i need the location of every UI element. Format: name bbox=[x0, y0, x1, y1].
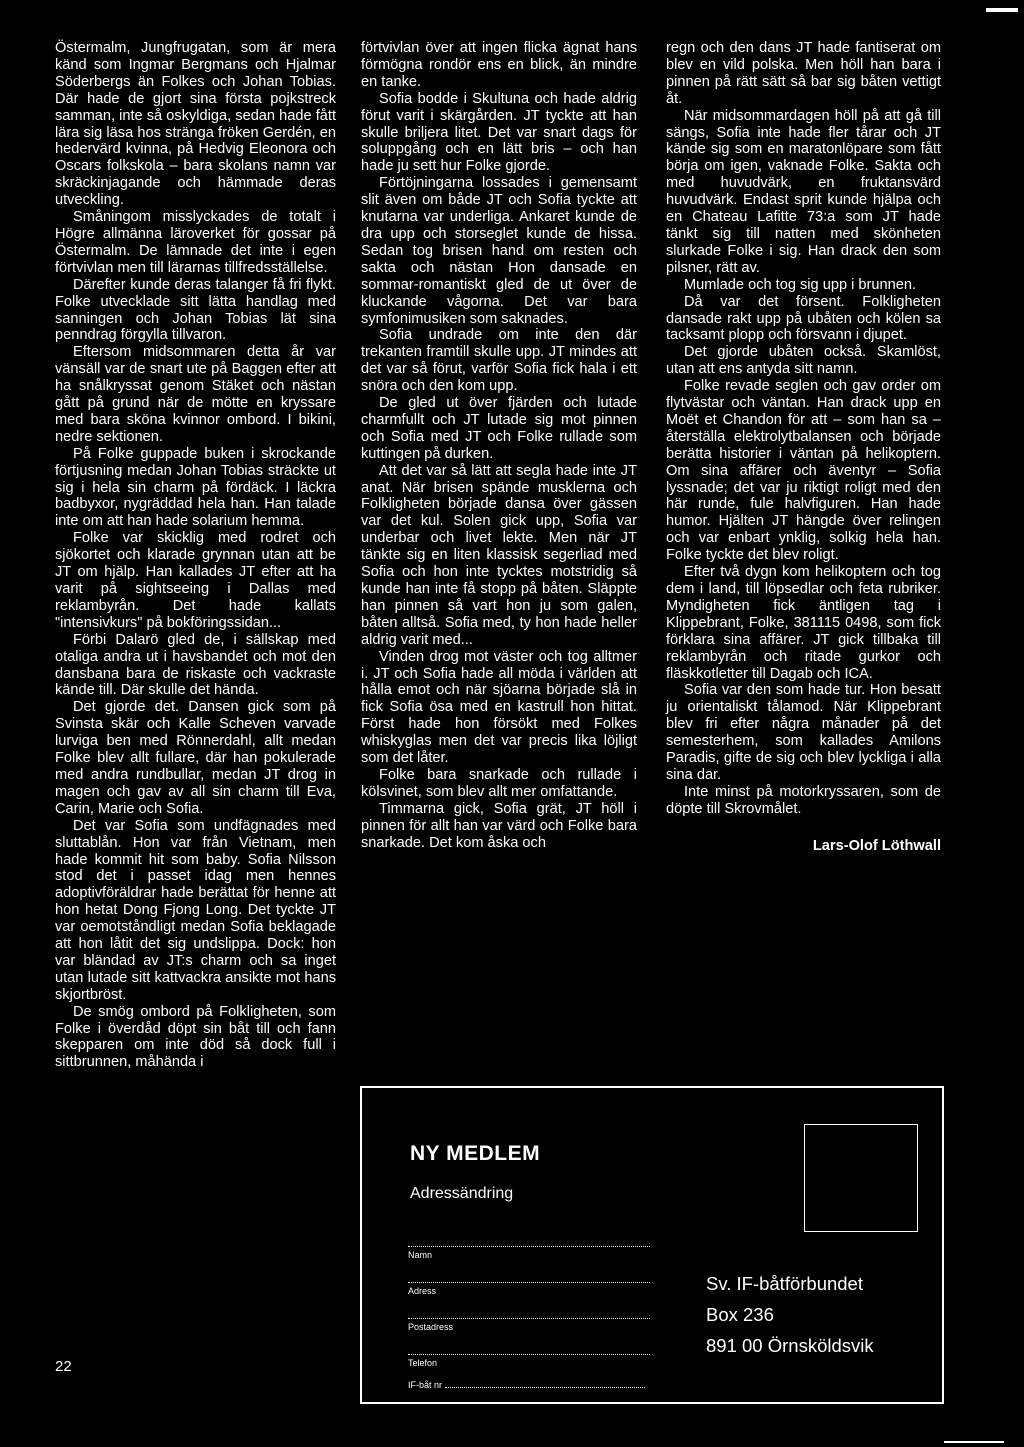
form-field-label: Telefon bbox=[408, 1358, 438, 1368]
article-paragraph: Småningom misslyckades de totalt i Högre allmänna läroverket för gossar på Östermalm. De lämnade det inte i egen förtvivlan men till lärarnas tillfredsställelse. bbox=[55, 209, 336, 276]
article-paragraph: Förbi Dalarö gled de, i sällskap med otaliga andra ut i havsbandet och mot den dansbana bara de riskaste och vackraste kände till. Där skulle det hända. bbox=[55, 631, 336, 699]
article-paragraph: Efter två dygn kom helikoptern och tog dem i land, till löpsedlar och feta rubriker. Myndigheten fick äntligen tag i Klippebrant, Folke, 381115 0498, som fick förklara sina affärer. JT gick tillbaka till reklambyrån och ritade gurkor och fläskkotletter till Dagab och ICA. bbox=[666, 564, 941, 682]
article-paragraph: De smög ombord på Folkligheten, som Folke i överdåd döpt sin båt till och fann skepparen om inte död så dock full i sittbrunnen, måhända i bbox=[55, 1003, 336, 1071]
bottom-crop-mark bbox=[944, 1441, 1004, 1443]
article-paragraph: Inte minst på motorkryssaren, som de döpte till Skrovmålet. bbox=[666, 783, 941, 817]
article-paragraph: Eftersom midsommaren detta år var vänsäll var de snart ute på Baggen efter att ha snålkryssat genom Stäket och nästan gått på grund när de mötte en kryssare med bara sköna kvinnor ombord. I bikini, nedre sektionen. bbox=[55, 344, 336, 445]
article-paragraph: Det var Sofia som undfägnades med sluttablån. Hon var från Vietnam, men hade kommit hit som baby. Sofia Nilsson stod det i passet idag men hennes adoptivföräldrar hade berättat för henne att hon hetat Dong Fjong Long. Det tyckte JT var oemotståndligt medan Sofia beklagade att hon låtit det sig undslippa. Dock: hon var bländad av JT:s charm och sa inget utan lutade sitt kattvackra ansikte mot hans skjortbröst. bbox=[55, 817, 336, 1003]
address-line: 891 00 Örnsköldsvik bbox=[706, 1335, 874, 1356]
article-paragraph: Det gjorde det. Dansen gick som på Svinsta skär och Kalle Scheven varvade lurviga ben med Rönnerdahl, allt medan Folke blev allt fullare, där han pokulerade med andra rundbullar, medan JT drog in magen och gav av all sin charm till Eva, Carin, Marie och Sofia. bbox=[55, 699, 336, 817]
article-column-1 bbox=[55, 40, 336, 1071]
article-paragraph: Folke bara snarkade och rullade i kölsvinet, som blev allt mer omfattande. bbox=[361, 766, 637, 800]
address-line: Sv. IF-båtförbundet bbox=[706, 1273, 863, 1294]
article-paragraph: När midsommardagen höll på att gå till sängs, Sofia inte hade fler tårar och JT kände sig som en maratonlöpare som fått börja om igen, vaknade Folke. Sakta och med huvudvärk, en fruktansvärd huvudvärk. Endast sprit kunde hjälpa och en Chateau Lafitte 73:a som JT hade tänkt sig till natten med skönheten slurkade Folke i sig. Han drack den som pilsner, rätt av. bbox=[666, 107, 941, 276]
article-paragraph: regn och den dans JT hade fantiserat om blev en vild polska. Men höll han bara i pinnen på rätt sätt så bar sig båten vettigt åt. bbox=[666, 40, 941, 107]
article-paragraph: Att det var så lätt att segla hade inte JT anat. När brisen spände musklerna och Folkligheten började dansa över gässen var det kul. Solen gick upp, Sofia var underbar och livet lekte. Men när JT tänkte sig en liten klassisk segerliad med Sofia och hon inte tycktes motstridig så kunde han inte få stopp på båten. Släppte han pinnen så vart hon ju som galen, båten alltså. Sofia med, ty hon hade heller aldrig varit med... bbox=[361, 462, 637, 648]
article-paragraph: Då var det försent. Folkligheten dansade rakt upp på ubåten och kölen sa tacksamt plopp och försvann i djupet. bbox=[666, 293, 941, 344]
author-byline: Lars-Olof Löthwall bbox=[812, 837, 941, 854]
article-paragraph: Vinden drog mot väster och tog alltmer i. JT och Sofia hade all möda i världen att hålla emot och när sjöarna började slå in fick Sofia ösa med en kastrull hon hittat. Först hade hon försökt med Folkes whiskyglas men det var precis lika löjligt som det låter. bbox=[361, 648, 637, 767]
article-paragraph: Folke revade seglen och gav order om flytvästar och väntan. Han drack upp en Moët et Chandon för att – som han sa – återställa elektrolytbalansen och började berätta historier i väntan på helikoptern. Om sina affärer och äventyr – Sofia lyssnade; det var ju riktigt roligt med den här runde, fule halvfiguren. Han hade humor. Hjälten JT hängde över relingen och var enbart ynklig, solkig hela han. Folke tyckte det blev roligt. bbox=[666, 378, 941, 564]
page-number: 22 bbox=[55, 1358, 72, 1375]
article-paragraph: De gled ut över fjärden och lutade charmfullt och JT lutade sig mot pinnen och Sofia med JT och Folke rullade som kuttingen på durken. bbox=[361, 395, 637, 462]
article-paragraph: Mumlade och tog sig upp i brunnen. bbox=[684, 276, 917, 293]
form-field-label: Postadress bbox=[408, 1322, 454, 1332]
article-paragraph: Sofia var den som hade tur. Hon besatt ju orientaliskt tålamod. När Klippebrant blev fri efter några månader på det semesterhem, som kallades Amilons Paradis, gifte de sig och blev lyckliga i alla sina dar. bbox=[666, 682, 941, 783]
stamp-box bbox=[804, 1124, 918, 1232]
corner-crop-mark bbox=[986, 8, 1018, 12]
form-subtitle: Adressändring bbox=[410, 1185, 514, 1202]
form-field-label: IF-båt nr bbox=[408, 1380, 443, 1390]
article-paragraph: Östermalm, Jungfrugatan, som är mera känd som Ingmar Bergmans och Hjalmar Söderbergs än Folkes och Johan Tobias. Där hade de gjort sina första pojkstreck samman, inte så oskyldiga, sedan hade fått lära sig läsa hos stränga fröken Gerdén, en hedervärd kvinna, på Hedvig Eleonora och Oscars folkskola – bara skolans namn var skräckinjagande och hämmade deras utveckling. bbox=[55, 40, 336, 209]
recipient-address bbox=[706, 1268, 874, 1361]
membership-form bbox=[360, 1086, 944, 1404]
article-column-3 bbox=[666, 40, 941, 855]
article-paragraph: förtvivlan över att ingen flicka ägnat hans förmögna rondör ens en blick, än mindre en tanke. bbox=[361, 40, 637, 90]
article-paragraph: Det gjorde ubåten också. Skamlöst, utan att ens antyda sitt namn. bbox=[666, 344, 941, 378]
article-paragraph: Timmarna gick, Sofia grät, JT höll i pinnen för allt han var värd och Folke bara snarkade. Det kom åska och bbox=[361, 800, 637, 851]
form-field-boat-number[interactable] bbox=[408, 1380, 650, 1390]
form-field-postal-address[interactable] bbox=[408, 1318, 650, 1332]
article-paragraph: På Folke guppade buken i skrockande förtjusning medan Johan Tobias sträckte ut sig i hela sin charm på fördäck. I läckra badbyxor, nygräddad hela han. Han talade inte om att han hade solarium hemma. bbox=[55, 445, 336, 530]
article-paragraph: Sofia bodde i Skultuna och hade aldrig förut varit i skärgården. JT tyckte att han skulle briljera litet. Det var snart dags för soluppgång och en lätt bris – och han hade ju sett hur Folke gjorde. bbox=[361, 90, 637, 175]
form-field-label: Namn bbox=[408, 1250, 433, 1260]
article-paragraph: Sofia undrade om inte den där trekanten framtill skulle upp. JT mindes att det var så förut, varför Sofia fick hala i ett snöra och den kom upp. bbox=[361, 327, 637, 395]
form-field-address[interactable] bbox=[408, 1282, 650, 1296]
article-column-3-body bbox=[666, 40, 941, 818]
article-paragraph: Förtöjningarna lossades i gemensamt slit även om både JT och Sofia tyckte att knutarna var underliga. Ankaret kunde de dra upp och storseglet kunde de hissa. Sedan tog brisen hand om resten och sakta och nästan Hon dansade en sommar-romantiskt gled de ut över de kluckande vågorna. Det var bara symfonimusiken som saknades. bbox=[361, 175, 637, 327]
article-column-2 bbox=[361, 40, 637, 852]
address-line: Box 236 bbox=[706, 1304, 774, 1325]
article-paragraph: Därefter kunde deras talanger få fri flykt. Folke utvecklade sitt lätta handlag med sanningen och Johan Tobias lät sina penndrag förgylla tillvaron. bbox=[55, 276, 336, 344]
form-field-label: Adress bbox=[408, 1286, 437, 1296]
article-paragraph: Folke var skicklig med rodret och sjökortet och klarade grynnan utan att be JT om hjälp. Han kallades JT efter att ha varit på sightseeing i Dallas med reklambyrån. Det hade kallats "intensivkurs" på bokföringssidan... bbox=[55, 530, 336, 631]
form-title: NY MEDLEM bbox=[410, 1142, 541, 1165]
form-field-phone[interactable] bbox=[408, 1354, 650, 1368]
form-field-name[interactable] bbox=[408, 1246, 650, 1260]
